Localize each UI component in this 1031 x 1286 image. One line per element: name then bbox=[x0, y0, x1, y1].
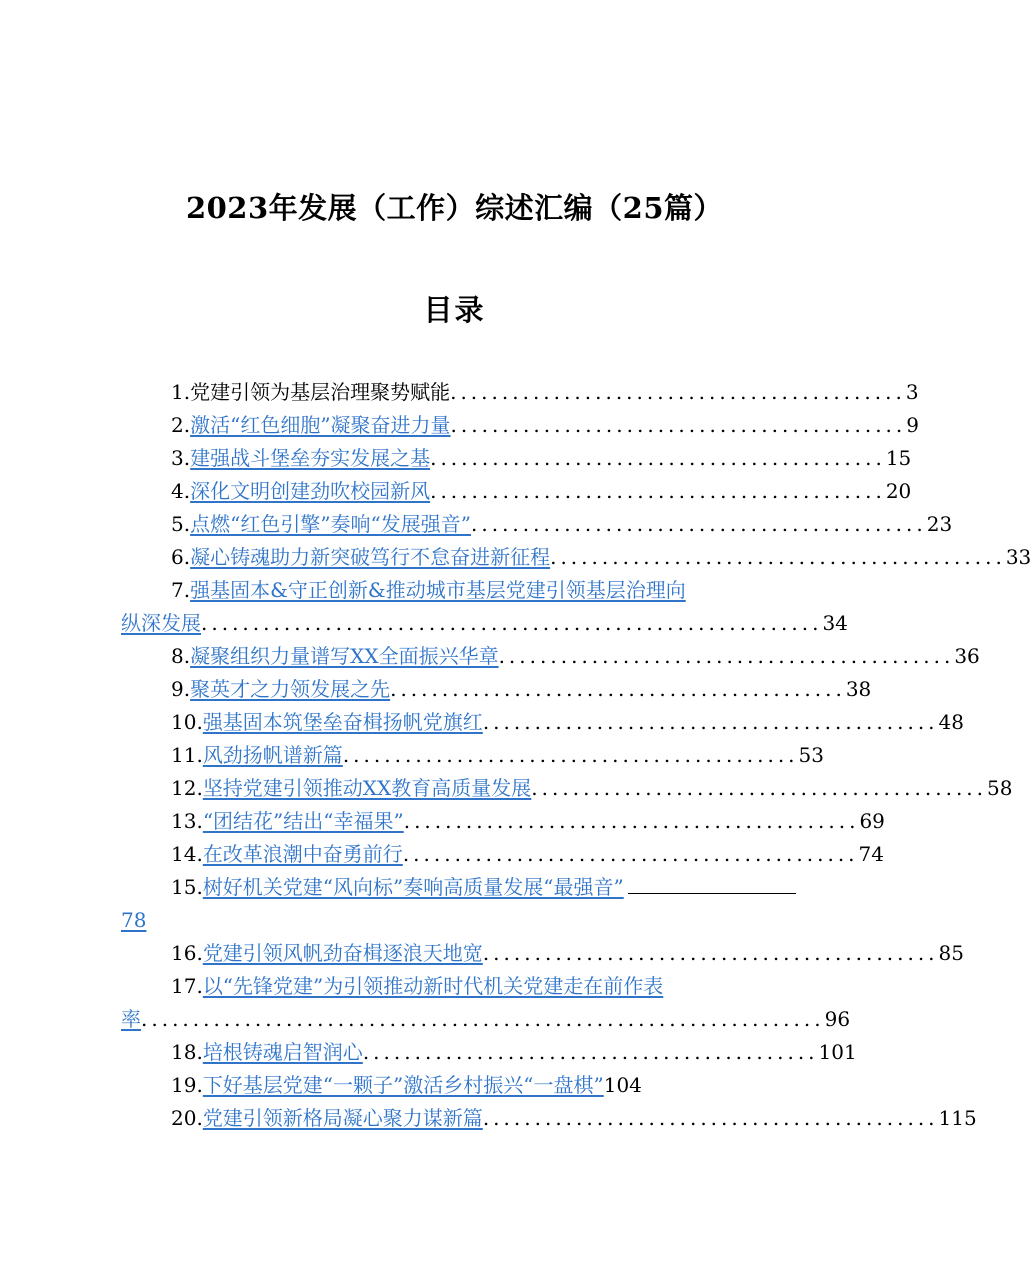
toc-entry-page: 9 bbox=[906, 413, 920, 437]
toc-entry-link[interactable]: 深化文明创建劲吹校园新风 bbox=[190, 479, 431, 503]
toc-entry-link[interactable]: “团结花”结出“幸福果” bbox=[202, 809, 404, 833]
toc-entry-link-continued[interactable]: 纵深发展 bbox=[121, 611, 201, 635]
toc-entry-link[interactable]: 下好基层党建“一颗子”激活乡村振兴“一盘棋” bbox=[202, 1073, 604, 1097]
toc-leader-dots: .................................................................. bbox=[141, 1007, 825, 1031]
toc-heading: 目录 bbox=[423, 293, 486, 327]
toc-entry-number: 16. bbox=[171, 941, 203, 965]
toc-entry-link[interactable]: 凝聚组织力量谱写XX全面振兴华章 bbox=[190, 644, 499, 668]
toc-entry-link[interactable]: 在改革浪潮中奋勇前行 bbox=[202, 842, 403, 866]
toc-entry-page: 69 bbox=[859, 809, 885, 833]
toc-entry-page: 48 bbox=[938, 710, 964, 734]
toc-entry-number: 8. bbox=[171, 644, 191, 668]
toc-entry-page: 101 bbox=[818, 1040, 857, 1064]
toc-entry-number: 13. bbox=[171, 809, 203, 833]
toc-entry-page: 36 bbox=[954, 644, 980, 668]
toc-leader-line bbox=[628, 879, 796, 894]
toc-entry-link[interactable]: 以“先锋党建”为引领推动新时代机关党建走在前作表 bbox=[202, 974, 664, 998]
toc-entry-number: 7. bbox=[171, 578, 191, 602]
toc-entry-number: 14. bbox=[171, 842, 203, 866]
toc-leader-dots: ............................................................ bbox=[201, 611, 823, 635]
toc-entry-link-continued[interactable]: 率 bbox=[121, 1007, 141, 1031]
toc-entry-link[interactable]: 培根铸魂启智润心 bbox=[202, 1040, 363, 1064]
toc-entry-number: 9. bbox=[171, 677, 191, 701]
toc-leader-dots: ............................................ bbox=[362, 1040, 819, 1064]
toc-leader-dots: ............................................ bbox=[450, 380, 906, 404]
toc-entry-number: 12. bbox=[171, 776, 203, 800]
toc-entry-number: 4. bbox=[171, 479, 191, 503]
toc-entry-page-wrapped[interactable]: 78 bbox=[121, 908, 147, 932]
toc-leader-dots: ............................................ bbox=[482, 710, 939, 734]
toc-leader-dots: ............................................ bbox=[450, 413, 907, 437]
toc-leader-dots: ............................................ bbox=[482, 941, 939, 965]
toc-entry-link[interactable]: 树好机关党建“风向标”奏响高质量发展“最强音” bbox=[202, 875, 624, 899]
toc-entry-link[interactable]: 凝心铸魂助力新突破笃行不怠奋进新征程 bbox=[190, 545, 551, 569]
toc-entry-page: 3 bbox=[905, 380, 919, 404]
toc-entry-link[interactable]: 建强战斗堡垒夯实发展之基 bbox=[190, 446, 431, 470]
toc-leader-dots: ............................................ bbox=[430, 479, 886, 503]
toc-entry-title[interactable]: 党建引领为基层治理聚势赋能 bbox=[190, 380, 451, 404]
toc-leader-dots: ............................................ bbox=[531, 776, 988, 800]
toc-entry-page: 15 bbox=[885, 446, 912, 470]
toc-leader-dots: ............................................ bbox=[403, 809, 860, 833]
toc-entry-number: 15. bbox=[171, 875, 203, 899]
toc-entry-number: 17. bbox=[171, 974, 203, 998]
toc-entry-link[interactable]: 党建引领新格局凝心聚力谋新篇 bbox=[202, 1106, 483, 1130]
toc-entry-page: 104 bbox=[603, 1073, 642, 1097]
toc-entry-link[interactable]: 强基固本&守正创新&推动城市基层党建引领基层治理向 bbox=[190, 578, 686, 602]
toc-entry-number: 5. bbox=[171, 512, 191, 536]
toc-entry-page: 23 bbox=[926, 512, 953, 536]
toc-entry-number: 11. bbox=[171, 743, 203, 767]
toc-leader-dots: ............................................ bbox=[471, 512, 927, 536]
toc-entry-page: 20 bbox=[885, 479, 912, 503]
toc-entry-number: 20. bbox=[171, 1106, 203, 1130]
toc-entry-page: 96 bbox=[824, 1007, 851, 1031]
toc-entry-page: 58 bbox=[987, 776, 1013, 800]
toc-leader-dots: ............................................ bbox=[402, 842, 859, 866]
toc-entry-link[interactable]: 点燃“红色引擎”奏响“发展强音” bbox=[190, 512, 471, 536]
toc-entry-page: 34 bbox=[822, 611, 848, 635]
toc-entry-number: 2. bbox=[171, 413, 191, 437]
toc-entry-page: 38 bbox=[845, 677, 872, 701]
toc-entry-number: 18. bbox=[171, 1040, 203, 1064]
toc-entry-page: 85 bbox=[938, 941, 964, 965]
toc-entry-link[interactable]: 党建引领风帆劲奋楫逐浪天地宽 bbox=[202, 941, 483, 965]
toc-entry-number: 1. bbox=[171, 380, 191, 404]
toc-entry-link[interactable]: 风劲扬帆谱新篇 bbox=[202, 743, 343, 767]
toc-leader-dots: ............................................ bbox=[390, 677, 846, 701]
toc-entry-number: 3. bbox=[171, 446, 191, 470]
toc-entry-number: 19. bbox=[171, 1073, 203, 1097]
document-title: 2023年发展（工作）综述汇编（25篇） bbox=[185, 191, 724, 225]
toc-entry-link[interactable]: 聚英才之力领发展之先 bbox=[190, 677, 391, 701]
toc-entry-page: 115 bbox=[938, 1106, 977, 1130]
toc-leader-dots: ............................................ bbox=[498, 644, 955, 668]
toc-leader-dots: ............................................ bbox=[430, 446, 886, 470]
toc-entry-page: 33 bbox=[1005, 545, 1031, 569]
toc-leader-dots: ............................................ bbox=[482, 1106, 939, 1130]
toc-entry-link[interactable]: 强基固本筑堡垒奋楫扬帆党旗红 bbox=[202, 710, 483, 734]
toc-entry-link[interactable]: 坚持党建引领推动XX教育高质量发展 bbox=[202, 776, 532, 800]
toc-leader-dots: ............................................ bbox=[550, 545, 1006, 569]
toc-entry-link[interactable]: 激活“红色细胞”凝聚奋进力量 bbox=[190, 413, 451, 437]
toc-entry-number: 6. bbox=[171, 545, 191, 569]
toc-leader-dots: ............................................ bbox=[342, 743, 799, 767]
toc-entry-page: 74 bbox=[858, 842, 884, 866]
toc-entry-page: 53 bbox=[798, 743, 824, 767]
toc-entry-number: 10. bbox=[171, 710, 203, 734]
